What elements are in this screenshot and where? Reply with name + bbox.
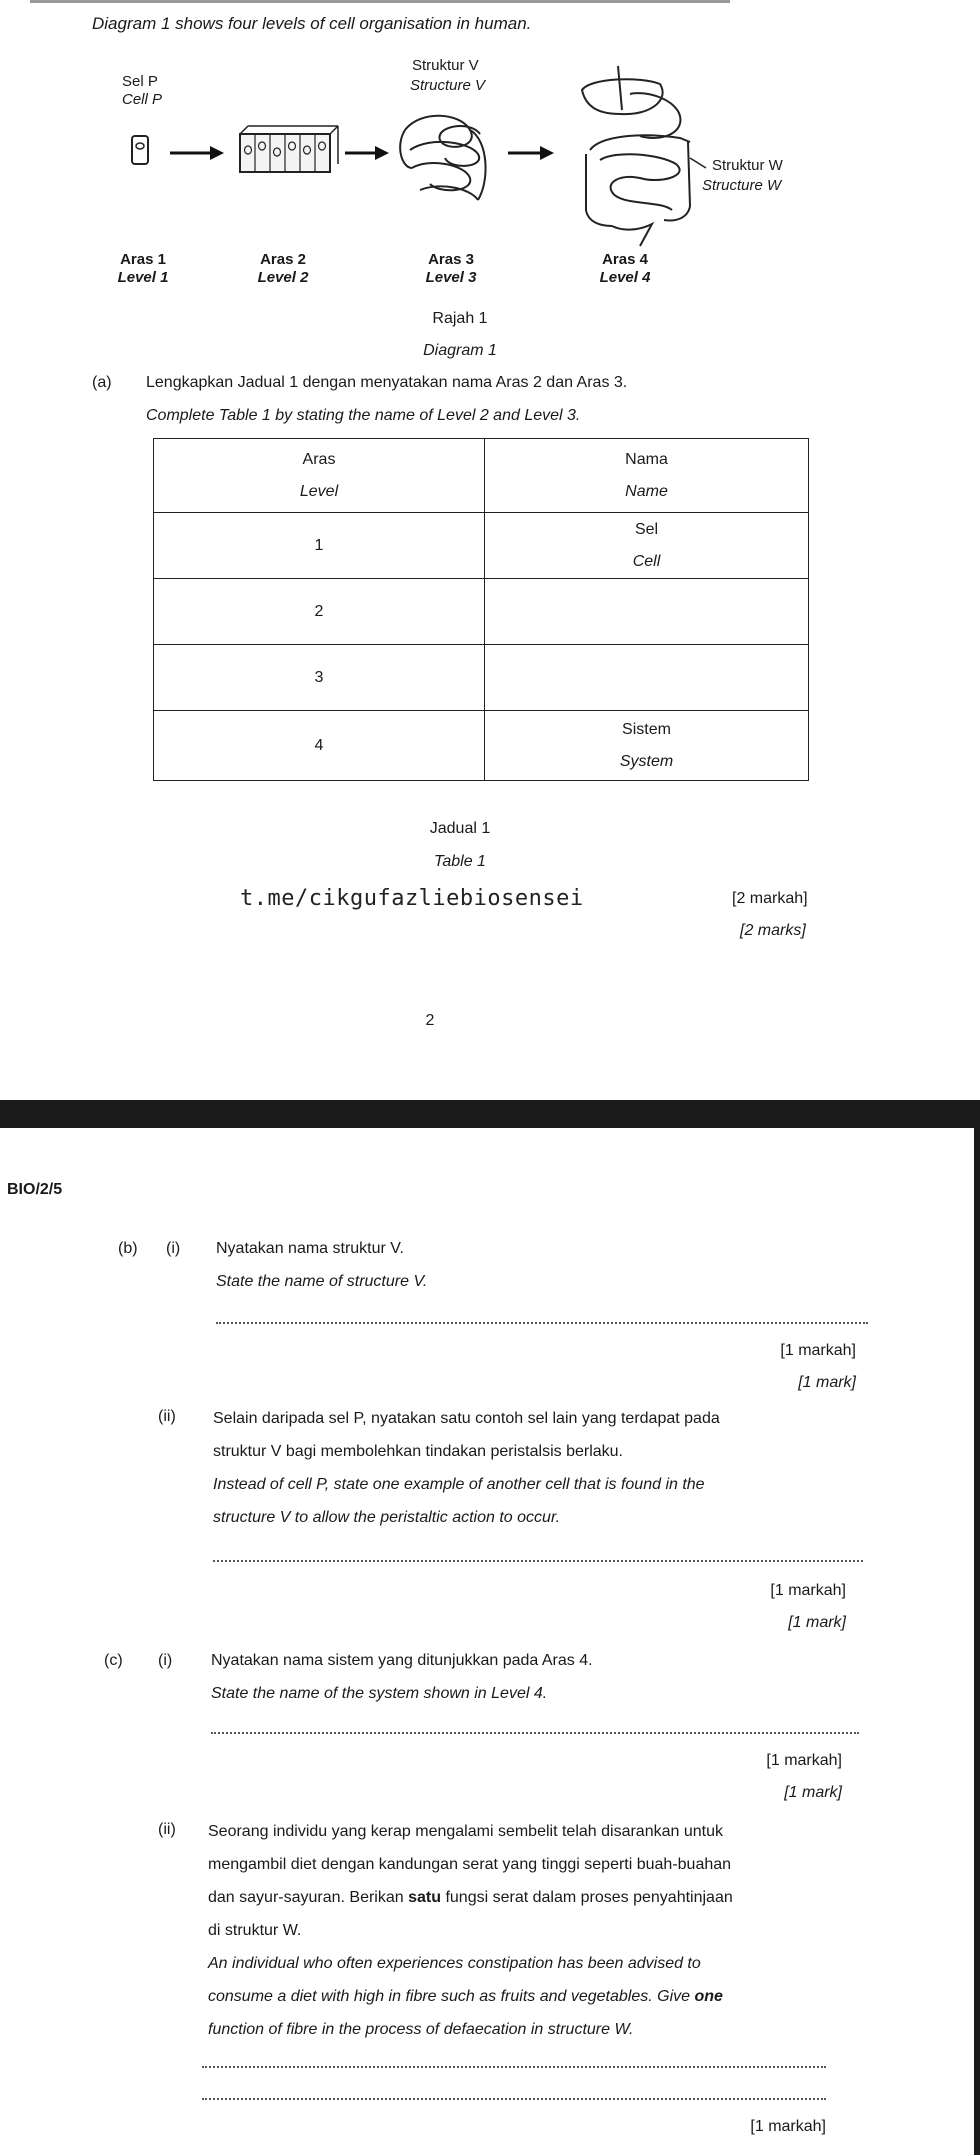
cell-p-drawing bbox=[132, 136, 148, 164]
question-c-label: (c) bbox=[104, 1652, 123, 1669]
header-level-cell bbox=[154, 439, 485, 513]
marks-b-ii-en: [1 mark] bbox=[788, 1614, 846, 1631]
header-name-cell bbox=[485, 439, 809, 513]
question-b-ii-en-line-1: Instead of cell P, state one example of another cell that is found in the bbox=[213, 1476, 705, 1493]
row-1-name-en: Cell bbox=[632, 552, 661, 570]
question-c-ii-en-line-1: An individual who often experiences constipation has been advised to bbox=[208, 1955, 701, 1972]
row-4-level: 4 bbox=[154, 711, 485, 781]
question-c-ii-en-line-2 bbox=[208, 1980, 868, 2013]
row-1-name-ms: Sel bbox=[634, 520, 659, 538]
table-row bbox=[154, 711, 809, 781]
level-1-label-en: Level 1 bbox=[117, 269, 169, 286]
telegram-watermark: t.me/cikgufazliebiosensei bbox=[240, 886, 584, 911]
question-c-i-en: State the name of the system shown in Level 4. bbox=[211, 1685, 548, 1702]
marks-a-ms: [2 markah] bbox=[732, 890, 808, 907]
question-b-label: (b) bbox=[118, 1240, 138, 1257]
question-c-ii-ms-line-1: Seorang individu yang kerap mengalami sembelit telah disarankan untuk bbox=[208, 1823, 723, 1840]
question-c-ii-en-emphasis: one bbox=[694, 1988, 723, 2005]
header-name-en: Name bbox=[625, 482, 668, 500]
cell-p-label-ms: Sel P bbox=[122, 73, 158, 90]
row-2-answer-cell[interactable] bbox=[485, 579, 809, 645]
header-name-ms: Nama bbox=[625, 450, 668, 468]
table-caption-en: Table 1 bbox=[434, 853, 486, 870]
page-number: 2 bbox=[425, 1012, 435, 1029]
marks-c-ii-ms: [1 markah] bbox=[750, 2118, 826, 2135]
answer-line-c-i[interactable] bbox=[211, 1732, 859, 1734]
level-2-label-en: Level 2 bbox=[257, 269, 309, 286]
row-4-name-cell bbox=[485, 711, 809, 781]
table-row bbox=[154, 513, 809, 579]
structure-v-drawing bbox=[400, 116, 485, 200]
tissue-drawing bbox=[240, 126, 338, 172]
answer-line-b-i[interactable] bbox=[216, 1322, 868, 1324]
page-edge-bar bbox=[974, 1128, 980, 2155]
marks-b-i-ms: [1 markah] bbox=[780, 1342, 856, 1359]
table-caption-ms: Jadual 1 bbox=[429, 820, 491, 837]
row-4-name-ms: Sistem bbox=[622, 720, 671, 738]
arrow-2 bbox=[345, 146, 389, 160]
question-c-ii-ms-line-3-start: dan sayur-sayuran. Berikan bbox=[208, 1889, 409, 1906]
question-c-ii-ms-line-4: di struktur W. bbox=[208, 1922, 302, 1939]
diagram-caption-en: Diagram 1 bbox=[423, 342, 497, 359]
question-c-ii-ms-emphasis: satu bbox=[408, 1889, 442, 1906]
level-2-label-ms: Aras 2 bbox=[260, 251, 306, 268]
table-row bbox=[154, 645, 809, 711]
question-b-ii-ms-line-1: Selain daripada sel P, nyatakan satu contoh sel lain yang terdapat pada bbox=[213, 1410, 720, 1427]
question-b-i-ms: Nyatakan nama struktur V. bbox=[216, 1240, 404, 1257]
header-level-en: Level bbox=[299, 482, 339, 500]
level-3-label-en: Level 3 bbox=[425, 269, 477, 286]
structure-w-label-en: Structure W bbox=[702, 177, 782, 194]
question-c-ii-ms-line-3-end: fungsi serat dalam proses penyahtinjaan bbox=[441, 1889, 733, 1906]
structure-v-label-ms: Struktur V bbox=[412, 57, 479, 74]
level-1-label-ms: Aras 1 bbox=[120, 251, 166, 268]
diagram-drawing bbox=[0, 50, 980, 250]
answer-line-c-ii-2[interactable] bbox=[202, 2098, 826, 2100]
top-edge-line bbox=[30, 0, 730, 3]
table-1 bbox=[153, 438, 809, 781]
question-a-text-ms: Lengkapkan Jadual 1 dengan menyatakan nama Aras 2 dan Aras 3. bbox=[146, 374, 628, 391]
paper-code: BIO/2/5 bbox=[7, 1181, 63, 1198]
question-c-ii-en-line-2-start: consume a diet with high in fibre such as fruits and vegetables. Give bbox=[208, 1988, 695, 2005]
question-c-ii-label: (ii) bbox=[158, 1821, 176, 1838]
marks-a-en: [2 marks] bbox=[740, 922, 806, 939]
row-1-level: 1 bbox=[154, 513, 485, 579]
header-level-ms: Aras bbox=[302, 450, 336, 468]
question-b-i-en: State the name of structure V. bbox=[216, 1273, 428, 1290]
answer-line-b-ii[interactable] bbox=[213, 1560, 863, 1562]
page-break-bar bbox=[0, 1100, 980, 1128]
marks-b-i-en: [1 mark] bbox=[798, 1374, 856, 1391]
arrow-3 bbox=[508, 146, 554, 160]
question-a-text-en: Complete Table 1 by stating the name of Level 2 and Level 3. bbox=[146, 407, 581, 424]
marks-b-ii-ms: [1 markah] bbox=[770, 1582, 846, 1599]
answer-line-c-ii-1[interactable] bbox=[202, 2066, 826, 2068]
structure-w-label-ms: Struktur W bbox=[712, 157, 783, 174]
table-row bbox=[154, 579, 809, 645]
question-b-ii-label: (ii) bbox=[158, 1408, 176, 1425]
question-c-ii-ms-line-2: mengambil diet dengan kandungan serat yang tinggi seperti buah-buahan bbox=[208, 1856, 732, 1873]
level-4-label-ms: Aras 4 bbox=[602, 251, 648, 268]
question-c-ii-en-line-3: function of fibre in the process of defaecation in structure W. bbox=[208, 2021, 634, 2038]
level-4-label-en: Level 4 bbox=[599, 269, 651, 286]
question-b-ii-ms bbox=[213, 1402, 873, 1534]
level-3-label-ms: Aras 3 bbox=[428, 251, 474, 268]
row-3-level: 3 bbox=[154, 645, 485, 711]
question-b-ii-en-line-2: structure V to allow the peristaltic action to occur. bbox=[213, 1509, 561, 1526]
question-c-i-label: (i) bbox=[158, 1652, 173, 1669]
marks-c-i-en: [1 mark] bbox=[784, 1784, 842, 1801]
diagram-1 bbox=[0, 50, 980, 290]
digestive-system-drawing bbox=[582, 66, 706, 246]
table-header-row bbox=[154, 439, 809, 513]
structure-v-label-en: Structure V bbox=[410, 77, 486, 94]
question-c-ii-text bbox=[208, 1815, 868, 2046]
question-a-label: (a) bbox=[92, 374, 112, 391]
row-3-answer-cell[interactable] bbox=[485, 645, 809, 711]
row-2-level: 2 bbox=[154, 579, 485, 645]
question-b-ii-ms-line-2: struktur V bagi membolehkan tindakan peristalsis berlaku. bbox=[213, 1443, 623, 1460]
intro-text: Diagram 1 shows four levels of cell organisation in human. bbox=[92, 14, 532, 33]
question-c-ii-ms-line-3 bbox=[208, 1881, 868, 1914]
diagram-caption-ms: Rajah 1 bbox=[432, 310, 488, 327]
cell-p-label-en: Cell P bbox=[122, 91, 163, 108]
marks-c-i-ms: [1 markah] bbox=[766, 1752, 842, 1769]
row-1-name-cell bbox=[485, 513, 809, 579]
row-4-name-en: System bbox=[619, 752, 674, 770]
question-c-i-ms: Nyatakan nama sistem yang ditunjukkan pada Aras 4. bbox=[211, 1652, 593, 1669]
page-two bbox=[0, 1128, 974, 2155]
arrow-1 bbox=[170, 146, 224, 160]
question-b-i-label: (i) bbox=[166, 1240, 181, 1257]
